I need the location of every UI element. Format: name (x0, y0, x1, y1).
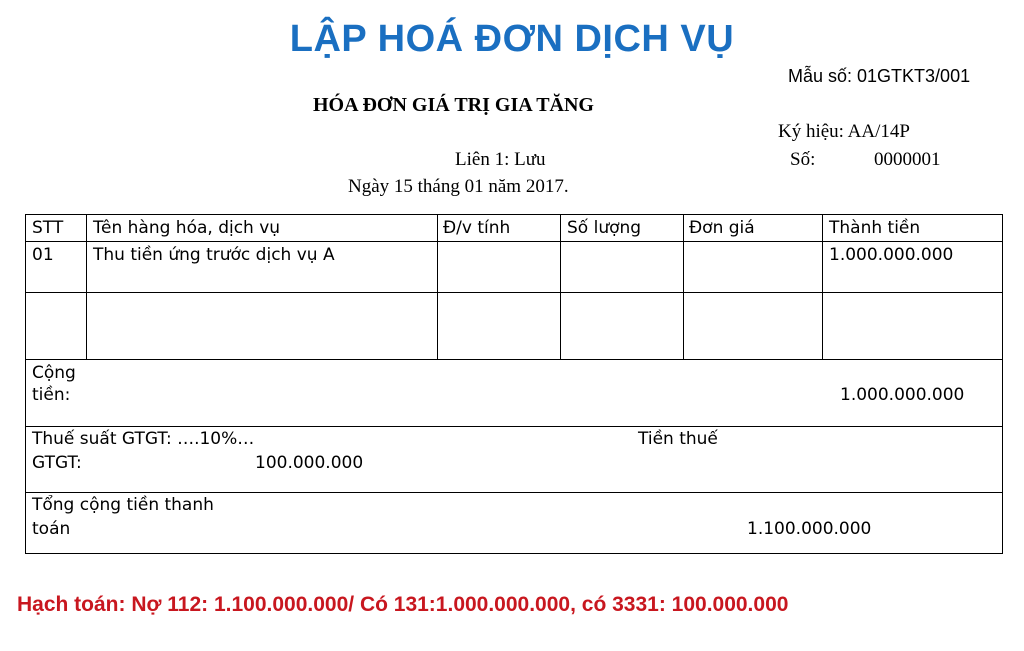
column-divider (822, 215, 823, 359)
row-amount: 1.000.000.000 (829, 245, 954, 265)
accounting-entry-note: Hạch toán: Nợ 112: 1.100.000.000/ Có 131:1.000.000.000, có 3331: 100.000.000 (17, 593, 789, 616)
invoice-date: Ngày 15 tháng 01 năm 2017. (348, 176, 569, 197)
header-unit: Đ/v tính (443, 218, 511, 238)
row-divider (26, 241, 1002, 242)
header-unit-price: Đơn giá (689, 218, 755, 238)
vat-rate-label-line1: Thuế suất GTGT: ….10%… (32, 429, 255, 449)
form-number: Mẫu số: 01GTKT3/001 (788, 66, 971, 86)
copy-label: Liên 1: Lưu (455, 149, 546, 170)
column-divider (86, 215, 87, 359)
subtotal-label-line1: Cộng (32, 363, 76, 383)
invoice-table (25, 214, 1003, 554)
vat-rate-label-line2: GTGT: (32, 453, 82, 473)
grand-total-label-line2: toán (32, 519, 71, 539)
grand-total-label-line1: Tổng cộng tiền thanh (32, 495, 214, 515)
row-item-name: Thu tiền ứng trước dịch vụ A (93, 245, 335, 265)
header-quantity: Số lượng (567, 218, 642, 238)
invoice-symbol: Ký hiệu: AA/14P (778, 121, 910, 142)
header-item-name: Tên hàng hóa, dịch vụ (93, 218, 281, 238)
subtotal-value: 1.000.000.000 (840, 385, 965, 405)
invoice-number-value: 0000001 (874, 149, 941, 170)
grand-total-value: 1.100.000.000 (747, 519, 872, 539)
invoice-number-label: Số: (790, 149, 816, 170)
column-divider (683, 215, 684, 359)
header-stt: STT (32, 218, 64, 238)
row-divider (26, 292, 1002, 293)
tax-amount-label: Tiền thuế (638, 429, 718, 449)
row-divider (26, 359, 1002, 360)
page-title: LẬP HOÁ ĐƠN DỊCH VỤ (289, 18, 735, 60)
row-stt: 01 (32, 245, 54, 265)
column-divider (560, 215, 561, 359)
column-divider (437, 215, 438, 359)
subtotal-label-line2: tiền: (32, 385, 71, 405)
header-amount: Thành tiền (829, 218, 921, 238)
vat-amount-value: 100.000.000 (255, 453, 364, 473)
invoice-heading: HÓA ĐƠN GIÁ TRỊ GIA TĂNG (313, 94, 594, 116)
